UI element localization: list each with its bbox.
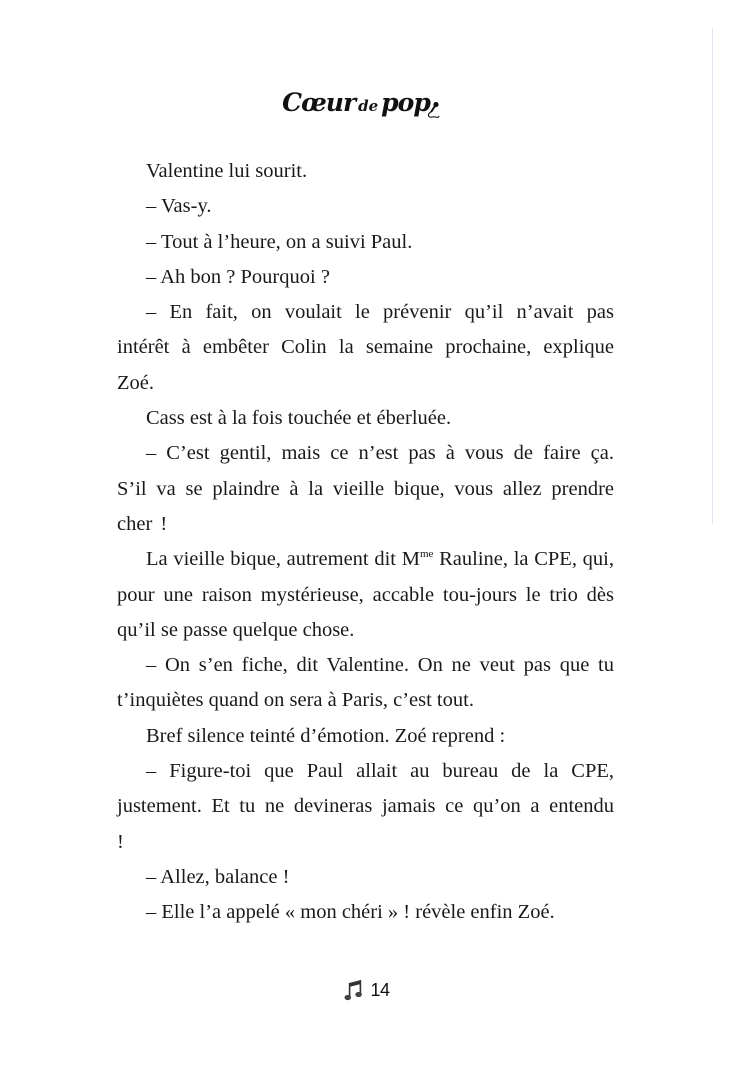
logo-word-coeur: Cœur (282, 88, 356, 117)
paragraph-text: La vieille bique, autrement dit M (146, 548, 420, 571)
superscript-abbreviation: me (419, 548, 434, 561)
paragraph-text: Rauline, la CPE, qui, pour une raison mystérieuse, accable tou-jours le trio dès qu’il se passe quelque chose. (117, 548, 614, 641)
paragraph: – Vas-y. (146, 195, 212, 218)
paragraph: – Ah bon ? Pourquoi ? (146, 265, 330, 288)
series-logo (282, 88, 440, 117)
body-text (117, 154, 614, 931)
paragraph: – En fait, on voulait le prévenir qu’il n’avait pas intérêt à embêter Colin la semaine prochaine, explique Zoé. (117, 301, 614, 394)
logo-word-pop: pop (381, 88, 430, 117)
paragraph: – Figure-toi que Paul allait au bureau de la CPE, justement. Et tu ne devineras jamais ce qu’on a entendu ! (117, 760, 614, 853)
running-header (0, 88, 730, 138)
paragraph: Bref silence teinté d’émotion. Zoé reprend : (146, 724, 506, 747)
page-number: 14 (370, 979, 390, 1000)
paragraph: – Tout à l’heure, on a suivi Paul. (146, 230, 413, 253)
microphone-icon (426, 101, 440, 121)
page-footer (0, 978, 730, 1007)
paragraph: Valentine lui sourit. (146, 160, 308, 182)
logo-word-de: de (358, 97, 379, 115)
paragraph: – On s’en fiche, dit Valentine. On ne veut pas que tu t’inquiètes quand on sera à Paris, c’est tout. (117, 654, 614, 712)
paragraph: – Allez, balance ! (146, 865, 290, 888)
paragraph: – C’est gentil, mais ce n’est pas à vous de faire ça. S’il va se plaindre à la vieille bique, vous allez prendre cher ! (117, 442, 614, 535)
paragraph (117, 542, 614, 648)
paragraph: Cass est à la fois touchée et éberluée. (146, 407, 452, 430)
paragraph: – Elle l’a appelé « mon chéri » ! révèle enfin Zoé. (146, 901, 555, 924)
music-note-icon (344, 978, 366, 1002)
